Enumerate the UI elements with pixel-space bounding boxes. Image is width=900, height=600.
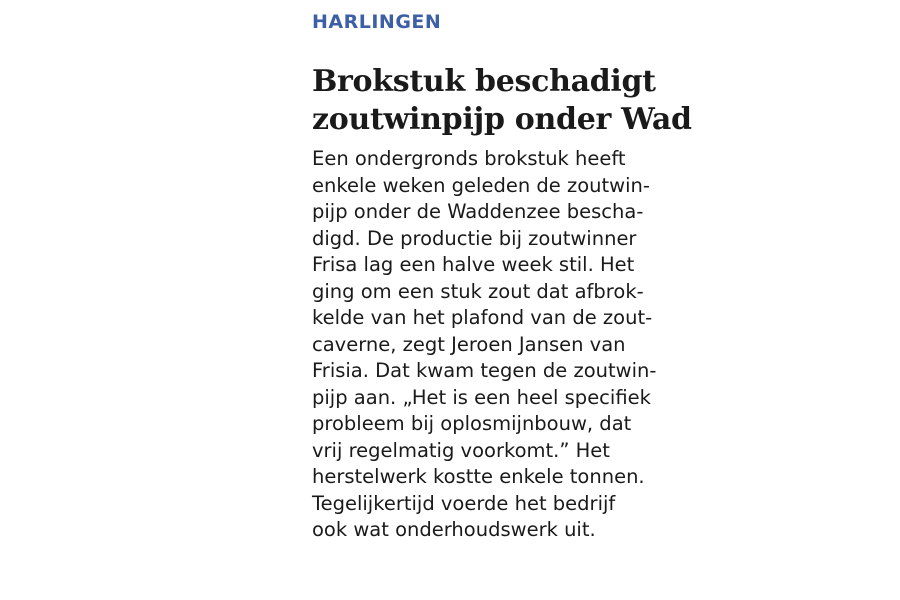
body-line: ook wat onderhoudswerk uit. [312,518,596,541]
body-line: pijp aan. „Het is een heel specifiek [312,385,651,409]
body-line: Frisia. Dat kwam tegen de zoutwin- [312,359,657,382]
body-line: Een ondergronds brokstuk heeft [312,147,626,170]
article-body [312,146,712,544]
body-line: Frisa lag een halve week stil. Het [312,253,635,276]
body-line: probleem bij oplosmijnbouw, dat [312,412,632,435]
body-line: kelde van het plafond van de zout- [312,306,653,329]
article [312,8,712,544]
article-headline [312,63,712,139]
headline-line: zoutwinpijp onder Wad [312,102,692,137]
body-line: vrij regelmatig voorkomt.” Het [312,438,610,462]
body-line: digd. De productie bij zoutwinner [312,226,637,250]
body-line: pijp onder de Waddenzee bescha- [312,200,644,223]
body-line: Tegelijkertijd voerde het bedrijf [312,491,616,515]
body-line: herstelwerk kostte enkele tonnen. [312,465,645,488]
headline-line: Brokstuk beschadigt [312,64,656,99]
article-kicker: HARLINGEN [312,11,442,33]
body-line: enkele weken geleden de zoutwin- [312,173,650,197]
body-line: caverne, zegt Jeroen Jansen van [312,332,626,356]
body-line: ging om een stuk zout dat afbrok- [312,279,644,303]
